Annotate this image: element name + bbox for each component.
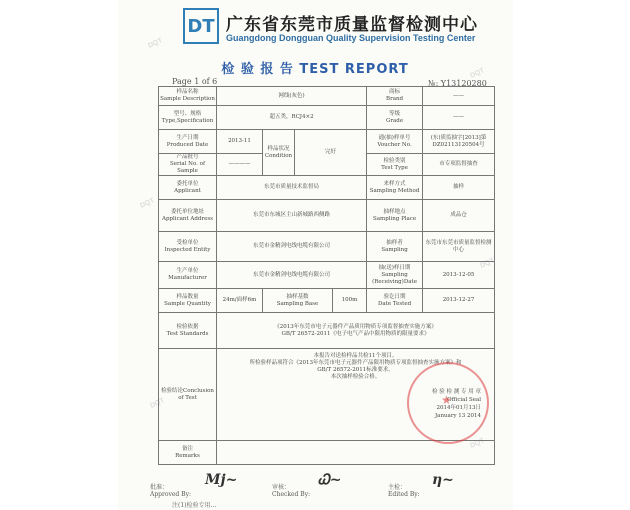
label-sampling-base: 抽样基数 Sampling Base — [263, 289, 333, 313]
value-produced-date: 2013-11 — [217, 130, 263, 154]
label-type-spec: 型号、规格 Type,Specification — [159, 106, 217, 130]
label-voucher-no: 通(抽)样单号 Voucher No. — [367, 130, 423, 154]
label-sampling-date: 抽(送)样日期 Sampling (Receiving)Date — [367, 262, 423, 289]
watermark: DQT — [469, 67, 486, 80]
bottom-note: 注(1)检验专用... — [172, 502, 217, 509]
page-number: Page 1 of 6 — [172, 77, 218, 86]
org-name-cn: 广东省东莞市质量监督检测中心 — [226, 15, 478, 35]
value-sampling-date: 2013-12-05 — [423, 262, 495, 289]
report-number: №: Y13120280 — [428, 79, 487, 88]
value-condition: 完好 — [295, 130, 367, 176]
value-remarks — [217, 441, 495, 465]
row-manufacturer — [159, 262, 495, 289]
row-applicant-address — [159, 200, 495, 232]
row-type-spec — [159, 106, 495, 130]
checked-by: 审核： Checked By: — [272, 484, 311, 498]
checker-signature: Ꮗ~ — [318, 472, 342, 488]
seal-star-icon: ★ — [441, 393, 452, 407]
value-sampling-base: 100m — [333, 289, 367, 313]
value-manufacturer: 东莞市金精剑电线电缆有限公司 — [217, 262, 367, 289]
value-sample-description: 网线(灰色) — [217, 87, 367, 106]
row-sample-quantity — [159, 289, 495, 313]
value-sampling-place: 成品仓 — [423, 200, 495, 232]
watermark: DQT — [147, 37, 164, 50]
label-test-type: 检验类别 Test Type — [367, 154, 423, 176]
row-produced-date — [159, 130, 495, 154]
seal-text: 检 验 检 测 专 用 章 Official Seal 2014年01月13日 January 13 2014 — [432, 389, 482, 419]
value-applicant-address: 东莞市东城区主山新城路西侧路 — [217, 200, 367, 232]
row-applicant — [159, 176, 495, 200]
label-sample-description: 样品名称 Sample Description — [159, 87, 217, 106]
label-sample-quantity: 样品数量 Sample Quantity — [159, 289, 217, 313]
value-conclusion: 本报告对送检样品共检11个项目。 所检验样品项符合《2013年东莞市电子元器件产品限用物质专项监督抽查实施方案》和 GB/T 26572-2011标准要求。 本次抽样检验合格。 检 验 检 测 专 用 章 Official Seal 2014年01月13日 January 13 2014 — [217, 349, 495, 441]
label-test-standards: 检验依据 Test Standards — [159, 313, 217, 349]
label-condition: 样品状况 Condition — [263, 130, 295, 176]
label-grade: 等级 Grade — [367, 106, 423, 130]
label-inspected-entity: 受检单位 Inspected Entity — [159, 232, 217, 262]
watermark: DQT — [139, 197, 156, 210]
value-grade: —— — [423, 106, 495, 130]
value-brand: —— — [423, 87, 495, 106]
label-sampling-place: 抽样地点 Sampling Place — [367, 200, 423, 232]
value-type-spec: 超五类，RCJ4×2 — [217, 106, 367, 130]
label-produced-date: 生产日期 Produced Date — [159, 130, 217, 154]
value-sampling-method: 抽样 — [423, 176, 495, 200]
value-date-tested: 2013-12-27 — [423, 289, 495, 313]
editor-signature: η~ — [432, 472, 454, 488]
approved-by: 批准： Approved By: — [150, 484, 192, 498]
row-sample-description — [159, 87, 495, 106]
org-name-en: Guangdong Dongguan Quality Supervision Testing Center — [226, 33, 476, 43]
value-test-standards: 《2013年东莞市电子元器件产品质用物质专项监督抽查实施方案》 GB/T 26572-2011《电子电气产品中限用物质的限量要求》 — [217, 313, 495, 349]
row-remarks — [159, 441, 495, 465]
value-voucher-no: (东)质监抽字[2013]第DZ02113120504号 — [423, 130, 495, 154]
label-conclusion: 检验结论Conclusion of Test — [159, 349, 217, 441]
label-sampling-by: 抽样者 Sampling — [367, 232, 423, 262]
label-applicant-address: 委托单位地址 Applicant Address — [159, 200, 217, 232]
row-inspected-entity — [159, 232, 495, 262]
row-test-standards — [159, 313, 495, 349]
value-sample-quantity: 24m/面样6m — [217, 289, 263, 313]
watermark: DQT — [149, 397, 166, 410]
label-remarks: 备注 Remarks — [159, 441, 217, 465]
approver-signature: Mj~ — [205, 472, 238, 488]
value-sampling-by: 东莞市东莞市质量监督检测中心 — [423, 232, 495, 262]
report-title: 检 验 报 告 TEST REPORT — [221, 62, 409, 77]
edited-by: 主检： Edited By: — [388, 484, 420, 498]
label-manufacturer: 生产单位 Manufacturer — [159, 262, 217, 289]
org-logo: DT — [183, 8, 219, 44]
label-applicant: 委托单位 Applicant — [159, 176, 217, 200]
watermark: DQT — [469, 437, 486, 450]
value-test-type: 市专项监督抽查 — [423, 154, 495, 176]
label-serial-no: 产品批号 Serial No. of Sample — [159, 154, 217, 176]
value-serial-no: ———— — [217, 154, 263, 176]
value-applicant: 东莞市质量技术监督局 — [217, 176, 367, 200]
value-inspected-entity: 东莞市金精剑电线电缆有限公司 — [217, 232, 367, 262]
watermark: DQT — [479, 257, 496, 270]
label-brand: 商标 Brand — [367, 87, 423, 106]
label-sampling-method: 来样方式 Sampling Method — [367, 176, 423, 200]
label-date-tested: 验讫日期 Date Tested — [367, 289, 423, 313]
